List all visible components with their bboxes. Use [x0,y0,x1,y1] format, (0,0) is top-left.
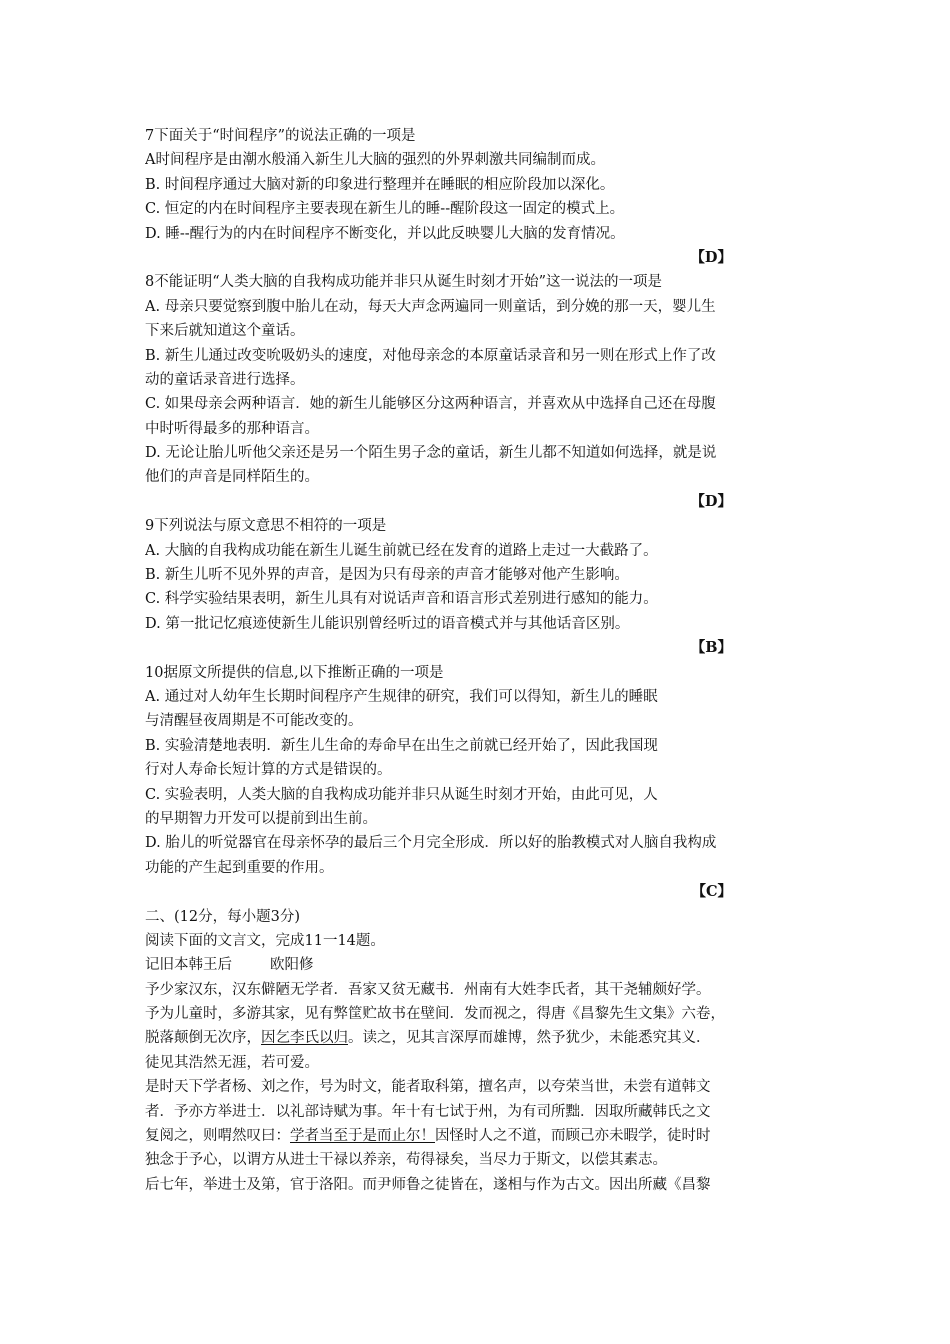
question-7-stem: 7下面关于“时间程序”的说法正确的一项是 [145,128,416,144]
passage-line: 后七年，举进士及第，官于洛阳。而尹师鲁之徒皆在，遂相与作为古文。因出所藏《昌黎 [145,1176,711,1193]
passage-line: 独念于予心，以谓方从进士干禄以养亲，苟得禄矣，当尽力于斯文，以偿其素志。 [145,1152,667,1169]
question-10-answer: 【C】 [691,883,732,901]
section-2-instruction: 阅读下面的文言文，完成11一14题。 [145,932,385,949]
question-8-line: A. 母亲只要觉察到腹中胎儿在动，每天大声念两遍同一则童话，到分娩的那一天，婴儿生 [145,298,716,315]
question-8-answer: 【D】 [690,492,732,510]
question-10-line: 的早期智力开发可以提前到出生前。 [145,810,377,827]
question-7-option-d: D. 睡--醒行为的内在时间程序不断变化，并以此反映婴儿大脑的发育情况。 [145,225,625,242]
passage-line: 徒见其浩然无涯，若可爱。 [145,1054,319,1071]
passage-line: 予少家汉东，汉东僻陋无学者．吾家又贫无藏书．州南有大姓李氏者，其干尧辅颇好学。 [145,981,711,998]
passage-text: 。读之，见其言深厚而雄博，然予犹少，未能悉究其义． [348,1030,711,1047]
question-7-option-a: A时间程序是由潮水般涌入新生儿大脑的强烈的外界刺激共同编制而成。 [145,152,605,169]
passage-line [145,1124,810,1148]
passage-title: 记旧本韩王后 [145,957,232,974]
question-9-option-d: D. 第一批记忆痕迹使新生儿能识别曾经听过的语音模式并与其他话音区别。 [145,615,630,632]
question-10-stem: 10据原文所提供的信息,以下推断正确的一项是 [145,664,444,681]
section-2-heading: 二、(12分，每小题3分) [145,908,300,925]
question-8-line: C. 如果母亲会两种语言．她的新生儿能够区分这两种语言，并喜欢从中选择自己还在母腹 [145,396,716,413]
passage-text: 因怪时人之不道，而顾己亦未暇学，徒时时 [435,1128,711,1145]
question-10-line: A. 通过对人幼年生长期时间程序产生规律的研究，我们可以得知，新生儿的睡眠 [145,688,658,705]
passage-text: 脱落颠倒无次序， [145,1030,261,1047]
question-10-line: 功能的产生起到重要的作用。 [145,859,334,876]
question-8-line: 他们的声音是同样陌生的。 [145,469,319,486]
question-9-option-c: C. 科学实验结果表明，新生儿具有对说话声音和语言形式差别进行感知的能力。 [145,591,658,608]
question-10-line: D. 胎儿的听觉器官在母亲怀孕的最后三个月完全形成．所以好的胎教模式对人脑自我构成 [145,835,717,852]
question-8-line: 动的童话录音进行选择。 [145,371,305,388]
question-10-line: C. 实验表明，人类大脑的自我构成功能并非只从诞生时刻才开始，由此可见，人 [145,786,658,803]
question-10-line: 与清醒昼夜周期是不可能改变的。 [145,713,363,730]
question-10-line: 行对人寿命长短计算的方式是错误的。 [145,762,392,779]
passage-line: 者．予亦方举进士．以礼部诗赋为事。年十有七试于州，为有司所黜．因取所藏韩氏之文 [145,1103,711,1120]
question-9-option-a: A. 大脑的自我构成功能在新生儿诞生前就已经在发育的道路上走过一大截路了。 [145,542,658,559]
question-7-option-b: B. 时间程序通过大脑对新的印象进行整理并在睡眠的相应阶段加以深化。 [145,176,615,193]
passage-line: 予为儿童时，多游其家，见有弊筐贮故书在壁间．发而视之，得唐《昌黎先生文集》六卷， [145,1006,725,1023]
question-10-line: B. 实验清楚地表明．新生儿生命的寿命早在出生之前就已经开始了，因此我国现 [145,737,658,754]
question-8-line: B. 新生儿通过改变吮吸奶头的速度，对他母亲念的本原童话录音和另一则在形式上作了改 [145,347,716,364]
question-8-stem: 8不能证明“人类大脑的自我构成功能并非只从诞生时刻才开始”这一说法的一项是 [145,274,663,291]
underlined-sentence: 学者当至于是而止尔！ [290,1128,435,1145]
passage-title-line [145,953,810,977]
underlined-sentence: 因乞李氏以归 [261,1030,348,1047]
question-8-line: 下来后就知道这个童话。 [145,323,305,340]
passage-line: 是时天下学者杨、刘之作，号为时文，能者取科第，擅名声，以夸荣当世，未尝有道韩文 [145,1079,711,1096]
question-9-answer: 【B】 [690,639,732,657]
question-7-option-c: C. 恒定的内在时间程序主要表现在新生儿的睡--醒阶段这一固定的模式上。 [145,201,625,218]
question-8-line: D. 无论让胎儿听他父亲还是另一个陌生男子念的童话，新生儿都不知道如何选择，就是说 [145,445,717,462]
document-page [145,124,810,1197]
passage-text: 复阅之，则喟然叹曰： [145,1128,290,1145]
passage-line [145,1026,810,1050]
question-9-stem: 9下列说法与原文意思不相符的一项是 [145,518,387,535]
passage-author: 欧阳修 [270,957,314,974]
question-7-answer: 【D】 [690,248,732,266]
question-8-line: 中时听得最多的那种语言。 [145,420,319,437]
question-9-option-b: B. 新生儿听不见外界的声音，是因为只有母亲的声音才能够对他产生影响。 [145,567,629,584]
